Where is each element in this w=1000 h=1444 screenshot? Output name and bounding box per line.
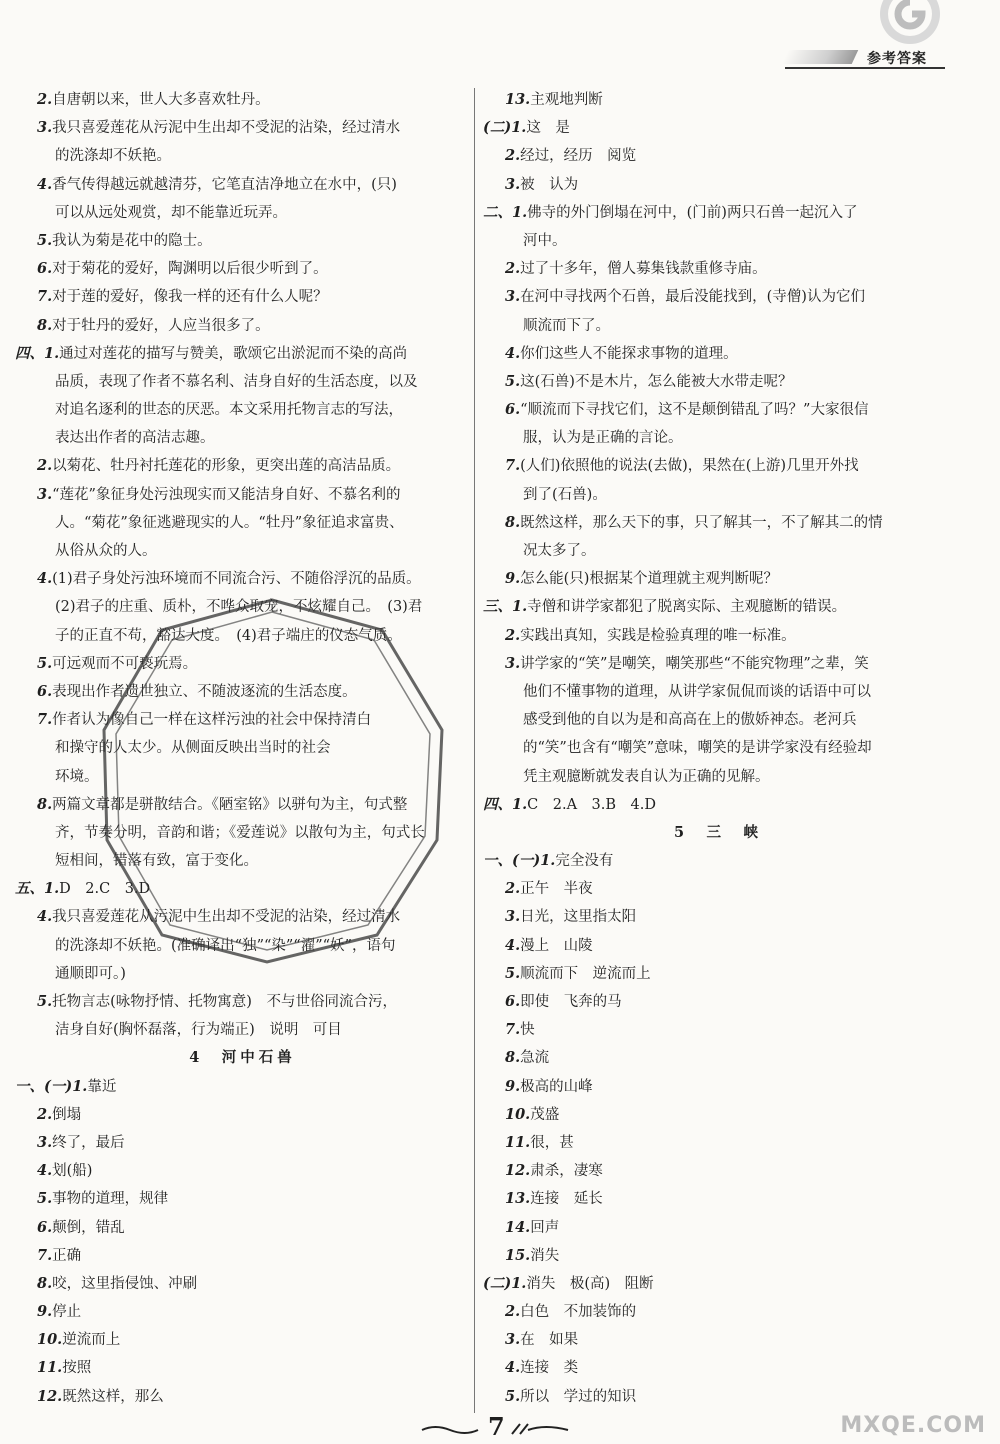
answer-line	[483, 340, 953, 368]
answer-line	[15, 1129, 470, 1157]
answer-line	[15, 255, 470, 283]
answer-line	[483, 142, 953, 170]
item-text: 对于牡丹的爱好，人应当很多了。	[52, 317, 270, 334]
item-text: 子的正直不苟，豁达大度。 (4)君子端庄的仪态气质。	[55, 627, 402, 644]
item-text: 托物言志(咏物抒情、托物寓意) 不与世俗同流合污，	[52, 994, 397, 1010]
item-number: 2.	[505, 1303, 521, 1321]
item-number: 2.	[37, 91, 53, 108]
answer-line	[483, 763, 953, 791]
answer-line	[15, 650, 470, 678]
answer-line	[15, 678, 470, 706]
item-number: 9.	[505, 570, 521, 588]
answer-line	[15, 734, 470, 762]
answer-line	[15, 593, 470, 621]
item-number: 二、1.	[483, 203, 528, 221]
item-text: 可远观而不可亵玩焉。	[52, 655, 198, 672]
answer-line	[15, 932, 470, 960]
publisher-logo-icon	[878, 0, 942, 44]
answer-line	[15, 622, 470, 650]
item-number: 3.	[505, 654, 521, 672]
item-text: 完全没有	[555, 853, 614, 870]
item-text: 划(船)	[52, 1163, 93, 1180]
item-text: 怎么能(只)根据某个道理就主观判断呢？	[520, 571, 778, 588]
right-column	[483, 86, 953, 1411]
answer-line	[483, 960, 953, 988]
item-text: 服，认为是正确的言论。	[523, 430, 683, 447]
item-text: 讲学家的“笑”是嘲笑，嘲笑那些“不能究物理”之辈，笑	[520, 655, 869, 672]
item-number: 7.	[37, 711, 53, 729]
answer-line	[15, 481, 470, 509]
item-text: 实践出真知，实践是检验真理的唯一标准。	[520, 627, 796, 644]
item-number: 3.	[505, 908, 521, 926]
answer-line	[483, 847, 953, 875]
item-text: 颠倒，错乱	[52, 1219, 125, 1236]
answer-line	[483, 509, 953, 537]
item-number: 6.	[37, 682, 53, 700]
section-title-text: 5 三 峡	[673, 823, 763, 841]
item-text: 按照	[62, 1360, 92, 1377]
item-number: 9.	[505, 1077, 521, 1095]
answer-line	[483, 1044, 953, 1072]
answer-line	[483, 1157, 953, 1185]
answer-line	[15, 1214, 470, 1242]
item-number: 6.	[505, 993, 521, 1010]
item-text: 既然这样，那么	[62, 1388, 164, 1405]
answer-line	[483, 1185, 953, 1213]
item-number: 4.	[37, 1162, 53, 1180]
item-number: 13.	[505, 1190, 531, 1208]
item-text: 急流	[520, 1050, 550, 1067]
item-text: 河中。	[523, 232, 567, 249]
answer-line	[15, 86, 470, 114]
item-number: 12.	[505, 1162, 531, 1180]
answer-line	[483, 255, 953, 283]
item-text: D 2.C 3.D	[59, 881, 151, 898]
item-number: 8.	[505, 513, 521, 531]
page-number: 7	[488, 1412, 505, 1441]
item-text: (1)君子身处污浊环境而不同流合污、不随俗浮沉的品质。	[52, 571, 421, 588]
item-text: 正午 半夜	[520, 881, 593, 898]
item-text: 即使 飞奔的马	[520, 994, 622, 1010]
answer-line	[483, 114, 953, 142]
answer-line	[15, 424, 470, 452]
answer-line	[15, 452, 470, 480]
item-text: 况太多了。	[523, 543, 596, 559]
item-text: 在 如果	[520, 1332, 579, 1349]
item-text: 寺僧和讲学家都犯了脱离实际、主观臆断的错误。	[527, 599, 847, 616]
item-text: (2)君子的庄重、质朴，不哗众取宠，不炫耀自己。 (3)君	[55, 599, 423, 616]
answer-line	[15, 1185, 470, 1213]
item-number: 12.	[37, 1387, 63, 1405]
answer-line	[15, 565, 470, 593]
item-number: 6.	[37, 1218, 53, 1236]
answer-line	[15, 1298, 470, 1326]
item-number: 3.	[37, 119, 53, 137]
item-number: 5.	[505, 1387, 521, 1405]
answer-line	[483, 452, 953, 480]
item-text: 漫上 山陵	[520, 937, 593, 954]
item-text: 肃杀，凄寒	[530, 1163, 603, 1180]
section-title-text: 4 河中石兽	[189, 1049, 296, 1067]
item-text: 人。“菊花”象征逃避现实的人。“牡丹”象征追求富贵、	[55, 514, 404, 531]
item-text: 靠近	[87, 1078, 117, 1095]
answer-line	[15, 227, 470, 255]
answer-line	[483, 1214, 953, 1242]
item-text: 所以 学过的知识	[520, 1388, 637, 1405]
answer-line	[483, 565, 953, 593]
item-number: 4.	[37, 908, 53, 926]
item-text: 极高的山峰	[520, 1078, 593, 1095]
item-number: 7.	[37, 288, 53, 306]
item-number: 2.	[505, 147, 521, 165]
answer-line	[483, 903, 953, 931]
answer-line	[15, 875, 470, 903]
answer-line	[15, 1016, 470, 1044]
answer-line	[483, 86, 953, 114]
item-text: 的洗涤却不妖艳。(准确译出“独”“染”“濯”“妖”，语句	[55, 937, 396, 954]
item-number: 10.	[37, 1331, 63, 1349]
item-number: 8.	[505, 1049, 521, 1067]
answer-line	[483, 1101, 953, 1129]
item-text: 过了十多年，僧人募集钱款重修寺庙。	[520, 261, 767, 278]
item-text: 逆流而上	[62, 1332, 121, 1349]
item-number: 15.	[505, 1246, 531, 1264]
item-text: 顺流而下 逆流而上	[520, 965, 651, 982]
item-text: 对于菊花的爱好，陶渊明以后很少听到了。	[52, 261, 328, 278]
item-number: 5.	[505, 964, 521, 982]
answer-line	[15, 847, 470, 875]
item-text: 对于莲的爱好，像我一样的还有什么人呢？	[52, 289, 328, 306]
item-number: 4.	[505, 1359, 521, 1377]
item-text: 对追名逐利的世态的厌恶。本文采用托物言志的写法，	[55, 402, 403, 419]
answer-line	[483, 1326, 953, 1354]
answer-line	[15, 1326, 470, 1354]
item-text: “莲花”象征身处污浊现实而又能洁身自好、不慕名利的	[52, 486, 401, 503]
item-text: 顺流而下了。	[523, 317, 610, 334]
answer-line	[483, 791, 953, 819]
item-text: 我认为菊是花中的隐士。	[52, 232, 212, 249]
item-number: 5.	[37, 993, 53, 1010]
item-text: 这 是	[526, 120, 570, 137]
answer-line	[15, 537, 470, 565]
item-text: 以菊花、牡丹衬托莲花的形象，更突出莲的高洁品质。	[52, 458, 401, 475]
answer-line	[483, 199, 953, 227]
item-number: 四、1.	[15, 344, 60, 362]
item-number: 11.	[37, 1359, 63, 1377]
answer-line	[15, 903, 470, 931]
item-text: 经过，经历 阅览	[520, 148, 637, 165]
answer-line	[483, 424, 953, 452]
item-text: 在河中寻找两个石兽，最后没能找到，(寺僧)认为它们	[520, 289, 865, 306]
answer-line	[483, 678, 953, 706]
answer-line	[15, 396, 470, 424]
item-text: 表现出作者遗世独立、不随波逐流的生活态度。	[52, 683, 357, 700]
section-title	[483, 819, 953, 847]
answer-line	[15, 1354, 470, 1382]
footer-ornament-right-icon	[510, 1422, 570, 1436]
answer-line	[15, 960, 470, 988]
answer-line	[483, 1073, 953, 1101]
header-decoration	[782, 50, 859, 64]
item-number: 2.	[37, 457, 53, 475]
section-title	[15, 1044, 470, 1072]
answer-line	[15, 368, 470, 396]
item-text: “顺流而下寻找它们，这不是颠倒错乱了吗？”大家很信	[520, 402, 869, 419]
answer-line	[15, 791, 470, 819]
item-text: 凭主观臆断就发表自认为正确的见解。	[523, 768, 770, 785]
answer-line	[483, 706, 953, 734]
answer-line	[483, 312, 953, 340]
item-text: 既然这样，那么天下的事，只了解其一，不了解其二的情	[520, 514, 883, 531]
item-text: 环境。	[55, 768, 99, 785]
item-text: 我只喜爱莲花从污泥中生出却不受泥的沾染，经过清水	[52, 909, 401, 926]
left-column	[15, 86, 470, 1411]
item-text: 倒塌	[52, 1106, 82, 1123]
item-text: 连接 延长	[530, 1191, 603, 1208]
answer-line	[483, 368, 953, 396]
answer-line	[15, 1242, 470, 1270]
answer-line	[483, 1129, 953, 1157]
answer-line	[15, 142, 470, 170]
answer-line	[483, 650, 953, 678]
item-text: 他们不懂事物的道理，从讲学家侃侃而谈的话语中可以	[523, 683, 871, 700]
answer-line	[15, 1270, 470, 1298]
item-text: 通顺即可。)	[55, 965, 126, 982]
item-text: 停止	[52, 1304, 82, 1321]
item-number: 四、1.	[483, 795, 528, 813]
item-number: 4.	[505, 344, 521, 362]
item-text: 到了(石兽)。	[523, 486, 607, 503]
page-header	[785, 46, 945, 68]
item-text: 快	[520, 1022, 535, 1039]
answer-line	[15, 988, 470, 1016]
answer-line	[15, 283, 470, 311]
item-text: 的洗涤却不妖艳。	[55, 148, 171, 165]
header-rule	[785, 67, 945, 69]
answer-line	[483, 932, 953, 960]
footer-ornament-left-icon	[420, 1422, 480, 1436]
item-text: 和操守的人太少。从侧面反映出当时的社会	[55, 740, 331, 757]
item-number: 3.	[37, 1133, 53, 1151]
item-text: 回声	[530, 1219, 560, 1236]
answer-line	[15, 199, 470, 227]
item-number: 4.	[505, 936, 521, 954]
item-text: 洁身自好(胸怀磊落，行为端正) 说明 可目	[55, 1022, 342, 1039]
item-number: 2.	[505, 260, 521, 278]
answer-line	[483, 537, 953, 565]
item-text: 很，甚	[530, 1134, 574, 1151]
answer-line	[483, 622, 953, 650]
item-text: 连接 类	[520, 1360, 579, 1377]
item-number: 8.	[37, 1274, 53, 1292]
item-text: 茂盛	[530, 1106, 560, 1123]
item-number: 7.	[505, 1021, 521, 1039]
item-text: 的“笑”也含有“嘲笑”意味，嘲笑的是讲学家没有经验却	[523, 740, 872, 757]
item-text: C 2.A 3.B 4.D	[527, 796, 656, 813]
item-number: 3.	[505, 175, 521, 193]
answer-line	[15, 171, 470, 199]
item-text: 齐，节奏分明，音韵和谐；《爱莲说》以散句为主，句式长	[55, 824, 425, 841]
answer-line	[15, 114, 470, 142]
item-number: 三、1.	[483, 598, 528, 616]
answer-line	[483, 396, 953, 424]
item-number: 2.	[505, 880, 521, 898]
header-label: 参考答案	[867, 51, 927, 67]
answer-line	[483, 1270, 953, 1298]
item-text: 主观地判断	[530, 92, 603, 108]
item-number: 6.	[505, 401, 521, 419]
item-text: 咬，这里指侵蚀、冲刷	[52, 1275, 198, 1292]
item-text: 你们这些人不能探求事物的道理。	[520, 345, 738, 362]
item-number: 7.	[37, 1246, 53, 1264]
item-text: 日光，这里指太阳	[520, 909, 637, 926]
item-text: 佛寺的外门倒塌在河中，(门前)两只石兽一起沉入了	[527, 204, 858, 221]
item-number: 2.	[505, 626, 521, 644]
item-number: 10.	[505, 1105, 531, 1123]
answer-line	[483, 171, 953, 199]
answer-line	[483, 481, 953, 509]
answer-line	[15, 509, 470, 537]
answer-line	[483, 1354, 953, 1382]
item-number: 4.	[37, 175, 53, 193]
item-number: 一、(一)1.	[483, 852, 556, 870]
item-number: 14.	[505, 1218, 531, 1236]
item-number: 5.	[37, 231, 53, 249]
item-number: (二)1.	[483, 1274, 527, 1292]
item-text: 消失 极(高) 阻断	[526, 1275, 654, 1292]
item-number: 13.	[505, 91, 531, 108]
item-number: 3.	[37, 485, 53, 503]
item-number: 3.	[505, 288, 521, 306]
answer-line	[15, 340, 470, 368]
answer-line	[15, 1383, 470, 1411]
item-text: 可以从远处观赏，却不能靠近玩弄。	[55, 204, 287, 221]
item-text: 事物的道理，规律	[52, 1191, 169, 1208]
item-text: (人们)依照他的说法(去做)，果然在(上游)几里开外找	[520, 458, 859, 475]
item-number: 5.	[37, 1190, 53, 1208]
item-text: 白色 不加装饰的	[520, 1304, 637, 1321]
answer-line	[15, 1157, 470, 1185]
item-number: 8.	[37, 316, 53, 334]
answer-line	[483, 1383, 953, 1411]
answer-line	[483, 593, 953, 621]
item-text: 被 认为	[520, 176, 579, 193]
item-text: 正确	[52, 1247, 82, 1264]
answer-line	[483, 1298, 953, 1326]
answer-line	[15, 1073, 470, 1101]
item-text: 作者认为像自己一样在这样污浊的社会中保持清白	[52, 712, 372, 729]
site-watermark: MXQE.COM	[840, 1413, 986, 1438]
item-number: 3.	[505, 1331, 521, 1349]
item-text: 香气传得越远就越清芬，它笔直洁净地立在水中，(只)	[52, 176, 397, 193]
answer-line	[15, 819, 470, 847]
item-text: 我只喜爱莲花从污泥中生出却不受泥的沾染，经过清水	[52, 120, 401, 137]
item-number: (二)1.	[483, 119, 527, 137]
item-text: 品质，表现了作者不慕名利、洁身自好的生活态度，以及	[55, 373, 418, 390]
item-text: 从俗从众的人。	[55, 543, 157, 559]
item-number: 8.	[37, 795, 53, 813]
item-number: 一、(一)1.	[15, 1077, 88, 1095]
item-number: 5.	[505, 372, 521, 390]
item-text: 感受到他的自以为是和高高在上的傲娇神态。老河兵	[523, 712, 857, 729]
item-text: 通过对莲花的描写与赞美，歌颂它出淤泥而不染的高尚	[59, 345, 408, 362]
answer-line	[483, 1242, 953, 1270]
item-number: 11.	[505, 1133, 531, 1151]
item-number: 6.	[37, 260, 53, 278]
answer-line	[483, 875, 953, 903]
answer-line	[15, 1101, 470, 1129]
answer-line	[15, 706, 470, 734]
item-number: 7.	[505, 457, 521, 475]
item-text: 终了，最后	[52, 1134, 125, 1151]
answer-line	[483, 227, 953, 255]
item-text: 两篇文章都是骈散结合。《陋室铭》以骈句为主，句式整	[52, 796, 408, 813]
item-text: 表达出作者的高洁志趣。	[55, 430, 215, 447]
answer-line	[483, 734, 953, 762]
item-number: 5.	[37, 654, 53, 672]
item-text: 消失	[530, 1247, 560, 1264]
item-number: 9.	[37, 1303, 53, 1321]
answer-line	[15, 763, 470, 791]
item-text: 短相间，错落有致，富于变化。	[55, 853, 258, 870]
answer-line	[483, 283, 953, 311]
answer-line	[483, 988, 953, 1016]
item-number: 五、1.	[15, 880, 60, 898]
item-text: 这(石兽)不是木片，怎么能被大水带走呢？	[520, 373, 793, 390]
column-divider	[474, 88, 475, 1413]
item-number: 4.	[37, 570, 53, 588]
item-number: 2.	[37, 1105, 53, 1123]
answer-line	[15, 312, 470, 340]
answer-line	[483, 1016, 953, 1044]
item-text: 自唐朝以来，世人大多喜欢牡丹。	[52, 92, 270, 108]
